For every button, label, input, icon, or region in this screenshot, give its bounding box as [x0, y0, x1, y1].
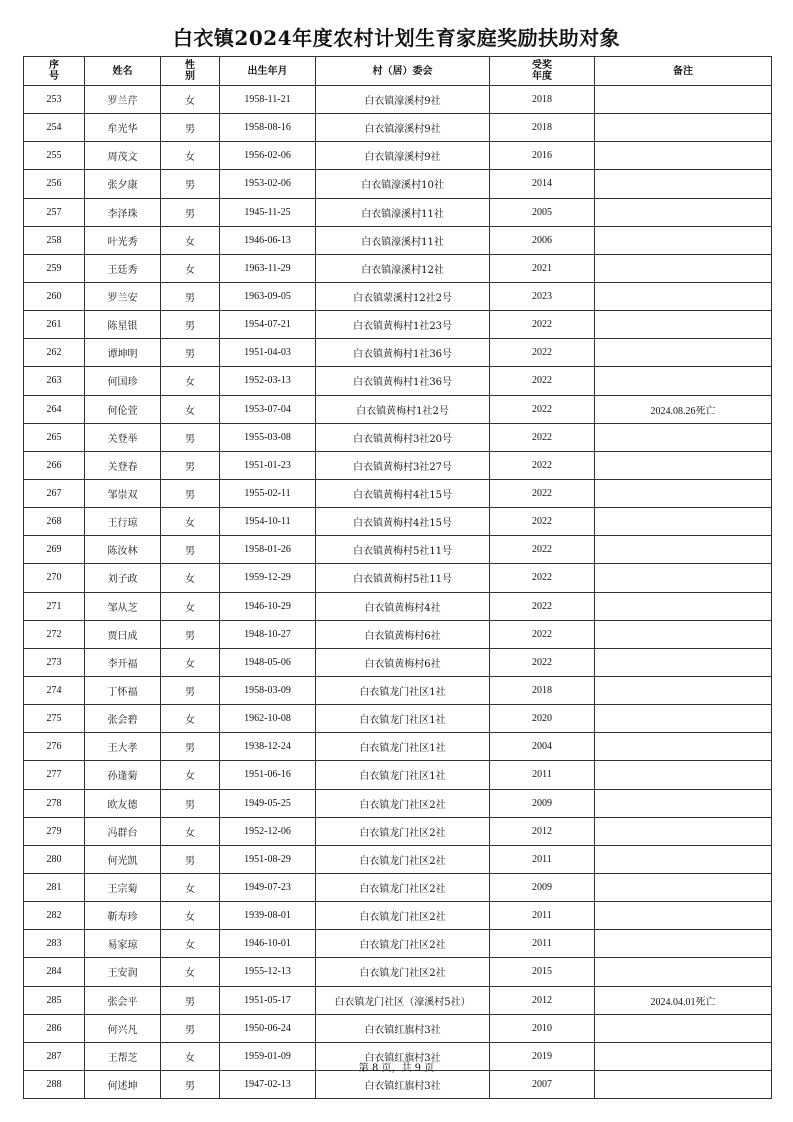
cell-remark: [595, 367, 772, 395]
cell-seq: 286: [24, 1014, 85, 1042]
cell-year: 2014: [490, 170, 595, 198]
cell-gender: 女: [161, 1042, 220, 1070]
cell-name: 何光凯: [85, 845, 161, 873]
cell-birth: 1938-12-24: [220, 733, 316, 761]
cell-seq: 255: [24, 142, 85, 170]
table-row: [24, 705, 772, 733]
cell-seq: 277: [24, 761, 85, 789]
cell-year: 2022: [490, 395, 595, 423]
cell-name: 李开福: [85, 648, 161, 676]
cell-village: 白衣镇黄梅村4社15号: [316, 508, 490, 536]
table-row: [24, 198, 772, 226]
cell-name: 孙逢菊: [85, 761, 161, 789]
header-name: 姓名: [85, 57, 161, 86]
cell-name: 罗兰芹: [85, 86, 161, 114]
cell-name: 关登春: [85, 451, 161, 479]
cell-seq: 285: [24, 986, 85, 1014]
cell-seq: 257: [24, 198, 85, 226]
table-row: [24, 170, 772, 198]
cell-remark: [595, 170, 772, 198]
header-remark: 备注: [595, 57, 772, 86]
cell-gender: 女: [161, 254, 220, 282]
cell-remark: [595, 705, 772, 733]
cell-remark: [595, 648, 772, 676]
cell-name: 丁怀福: [85, 676, 161, 704]
cell-gender: 女: [161, 873, 220, 901]
cell-name: 牟光华: [85, 114, 161, 142]
cell-birth: 1951-05-17: [220, 986, 316, 1014]
cell-year: 2020: [490, 705, 595, 733]
cell-year: 2022: [490, 451, 595, 479]
cell-birth: 1963-09-05: [220, 282, 316, 310]
cell-year: 2019: [490, 1042, 595, 1070]
cell-birth: 1946-10-01: [220, 930, 316, 958]
cell-year: 2009: [490, 873, 595, 901]
cell-year: 2011: [490, 902, 595, 930]
cell-birth: 1950-06-24: [220, 1014, 316, 1042]
cell-village: 白衣镇黄梅村4社: [316, 592, 490, 620]
cell-gender: 男: [161, 789, 220, 817]
cell-birth: 1954-07-21: [220, 311, 316, 339]
table-row: [24, 592, 772, 620]
cell-name: 贾曰成: [85, 620, 161, 648]
table-row: [24, 648, 772, 676]
cell-village: 白衣镇黄梅村3社20号: [316, 423, 490, 451]
cell-village: 白衣镇龙门社区2社: [316, 817, 490, 845]
cell-name: 王宗菊: [85, 873, 161, 901]
cell-birth: 1959-01-09: [220, 1042, 316, 1070]
cell-seq: 253: [24, 86, 85, 114]
cell-year: 2022: [490, 648, 595, 676]
cell-remark: [595, 142, 772, 170]
cell-seq: 278: [24, 789, 85, 817]
cell-name: 谭坤明: [85, 339, 161, 367]
cell-remark: [595, 479, 772, 507]
cell-year: 2015: [490, 958, 595, 986]
cell-birth: 1949-05-25: [220, 789, 316, 817]
table-row: [24, 789, 772, 817]
cell-year: 2012: [490, 986, 595, 1014]
cell-birth: 1952-12-06: [220, 817, 316, 845]
cell-name: 张夕康: [85, 170, 161, 198]
cell-village: 白衣镇蒙溪村12社2号: [316, 282, 490, 310]
cell-village: 白衣镇黄梅村3社27号: [316, 451, 490, 479]
cell-name: 王廷秀: [85, 254, 161, 282]
cell-year: 2006: [490, 226, 595, 254]
table-row: [24, 817, 772, 845]
cell-name: 关登举: [85, 423, 161, 451]
cell-year: 2012: [490, 817, 595, 845]
cell-year: 2004: [490, 733, 595, 761]
cell-gender: 女: [161, 958, 220, 986]
cell-birth: 1945-11-25: [220, 198, 316, 226]
cell-seq: 269: [24, 536, 85, 564]
cell-name: 王安润: [85, 958, 161, 986]
cell-remark: 2024.08.26死亡: [595, 395, 772, 423]
table-row: [24, 86, 772, 114]
cell-name: 张会平: [85, 986, 161, 1014]
cell-name: 何伦萱: [85, 395, 161, 423]
cell-seq: 271: [24, 592, 85, 620]
cell-village: 白衣镇濠溪村11社: [316, 198, 490, 226]
table-row: [24, 536, 772, 564]
cell-gender: 男: [161, 311, 220, 339]
cell-year: 2022: [490, 311, 595, 339]
cell-name: 邹崇双: [85, 479, 161, 507]
cell-village: 白衣镇龙门社区1社: [316, 761, 490, 789]
cell-birth: 1958-08-16: [220, 114, 316, 142]
cell-name: 王行琼: [85, 508, 161, 536]
cell-remark: [595, 1014, 772, 1042]
cell-birth: 1951-08-29: [220, 845, 316, 873]
cell-village: 白衣镇红旗村3社: [316, 1070, 490, 1098]
cell-village: 白衣镇黄梅村1社36号: [316, 367, 490, 395]
cell-seq: 254: [24, 114, 85, 142]
cell-remark: [595, 254, 772, 282]
cell-gender: 男: [161, 198, 220, 226]
cell-seq: 274: [24, 676, 85, 704]
cell-village: 白衣镇龙门社区（濠溪村5社）: [316, 986, 490, 1014]
cell-gender: 女: [161, 508, 220, 536]
cell-gender: 女: [161, 648, 220, 676]
table-row: [24, 930, 772, 958]
cell-seq: 270: [24, 564, 85, 592]
cell-village: 白衣镇濠溪村12社: [316, 254, 490, 282]
cell-remark: [595, 198, 772, 226]
cell-remark: [595, 789, 772, 817]
cell-village: 白衣镇龙门社区2社: [316, 873, 490, 901]
cell-name: 周茂文: [85, 142, 161, 170]
cell-name: 王大孝: [85, 733, 161, 761]
header-birth: 出生年月: [220, 57, 316, 86]
cell-seq: 256: [24, 170, 85, 198]
cell-birth: 1956-02-06: [220, 142, 316, 170]
cell-year: 2016: [490, 142, 595, 170]
cell-birth: 1951-01-23: [220, 451, 316, 479]
table-row: [24, 986, 772, 1014]
cell-birth: 1949-07-23: [220, 873, 316, 901]
cell-seq: 259: [24, 254, 85, 282]
cell-year: 2022: [490, 620, 595, 648]
cell-birth: 1946-10-29: [220, 592, 316, 620]
cell-village: 白衣镇龙门社区2社: [316, 930, 490, 958]
header-gender: 性 别: [161, 57, 220, 86]
cell-seq: 279: [24, 817, 85, 845]
table-row: [24, 564, 772, 592]
header-village: 村（居）委会: [316, 57, 490, 86]
table-row: [24, 845, 772, 873]
table-header-row: [24, 57, 772, 86]
cell-birth: 1955-03-08: [220, 423, 316, 451]
table-row: [24, 620, 772, 648]
cell-remark: [595, 114, 772, 142]
cell-name: 欧友德: [85, 789, 161, 817]
cell-name: 易家琼: [85, 930, 161, 958]
cell-birth: 1939-08-01: [220, 902, 316, 930]
table-row: [24, 451, 772, 479]
cell-birth: 1954-10-11: [220, 508, 316, 536]
cell-remark: [595, 902, 772, 930]
cell-gender: 男: [161, 536, 220, 564]
cell-village: 白衣镇濠溪村9社: [316, 114, 490, 142]
table-row: [24, 395, 772, 423]
table-row: [24, 282, 772, 310]
cell-birth: 1952-03-13: [220, 367, 316, 395]
cell-gender: 男: [161, 479, 220, 507]
cell-remark: [595, 1042, 772, 1070]
cell-name: 冯群台: [85, 817, 161, 845]
cell-seq: 276: [24, 733, 85, 761]
cell-birth: 1946-06-13: [220, 226, 316, 254]
cell-year: 2010: [490, 1014, 595, 1042]
cell-remark: [595, 592, 772, 620]
cell-remark: [595, 226, 772, 254]
cell-remark: [595, 676, 772, 704]
cell-name: 邹从芝: [85, 592, 161, 620]
cell-village: 白衣镇红旗村3社: [316, 1014, 490, 1042]
cell-seq: 264: [24, 395, 85, 423]
cell-gender: 女: [161, 395, 220, 423]
cell-seq: 280: [24, 845, 85, 873]
cell-birth: 1951-06-16: [220, 761, 316, 789]
cell-year: 2022: [490, 479, 595, 507]
cell-remark: [595, 536, 772, 564]
cell-year: 2018: [490, 86, 595, 114]
cell-remark: [595, 733, 772, 761]
table-row: [24, 311, 772, 339]
cell-village: 白衣镇濠溪村10社: [316, 170, 490, 198]
cell-village: 白衣镇黄梅村1社36号: [316, 339, 490, 367]
cell-name: 罗兰安: [85, 282, 161, 310]
cell-remark: [595, 339, 772, 367]
cell-birth: 1955-02-11: [220, 479, 316, 507]
table-row: [24, 958, 772, 986]
cell-name: 叶光秀: [85, 226, 161, 254]
table-row: [24, 1070, 772, 1098]
cell-village: 白衣镇黄梅村5社11号: [316, 564, 490, 592]
cell-birth: 1947-02-13: [220, 1070, 316, 1098]
cell-year: 2018: [490, 676, 595, 704]
cell-village: 白衣镇龙门社区1社: [316, 733, 490, 761]
cell-seq: 265: [24, 423, 85, 451]
cell-village: 白衣镇龙门社区2社: [316, 958, 490, 986]
cell-seq: 266: [24, 451, 85, 479]
cell-seq: 273: [24, 648, 85, 676]
cell-name: 陈汝林: [85, 536, 161, 564]
cell-birth: 1958-11-21: [220, 86, 316, 114]
cell-year: 2022: [490, 564, 595, 592]
cell-gender: 男: [161, 451, 220, 479]
cell-gender: 男: [161, 170, 220, 198]
cell-remark: [595, 451, 772, 479]
cell-remark: [595, 423, 772, 451]
cell-birth: 1958-01-26: [220, 536, 316, 564]
cell-village: 白衣镇濠溪村9社: [316, 142, 490, 170]
cell-village: 白衣镇黄梅村4社15号: [316, 479, 490, 507]
table-row: [24, 873, 772, 901]
cell-gender: 女: [161, 564, 220, 592]
cell-name: 何国珍: [85, 367, 161, 395]
cell-year: 2011: [490, 930, 595, 958]
cell-remark: [595, 1070, 772, 1098]
cell-seq: 283: [24, 930, 85, 958]
cell-gender: 女: [161, 142, 220, 170]
cell-gender: 女: [161, 817, 220, 845]
table-row: [24, 902, 772, 930]
cell-gender: 女: [161, 930, 220, 958]
cell-year: 2005: [490, 198, 595, 226]
cell-village: 白衣镇黄梅村1社2号: [316, 395, 490, 423]
cell-gender: 男: [161, 1070, 220, 1098]
beneficiary-table: [23, 56, 772, 1099]
cell-gender: 男: [161, 845, 220, 873]
cell-year: 2007: [490, 1070, 595, 1098]
cell-remark: [595, 311, 772, 339]
cell-year: 2022: [490, 592, 595, 620]
page-footer: 第 8 页，共 9 页: [358, 1063, 435, 1074]
cell-birth: 1959-12-29: [220, 564, 316, 592]
table-row: [24, 676, 772, 704]
cell-village: 白衣镇黄梅村5社11号: [316, 536, 490, 564]
cell-seq: 262: [24, 339, 85, 367]
table-row: [24, 114, 772, 142]
cell-remark: 2024.04.01死亡: [595, 986, 772, 1014]
cell-seq: 268: [24, 508, 85, 536]
table-row: [24, 423, 772, 451]
cell-birth: 1963-11-29: [220, 254, 316, 282]
cell-year: 2009: [490, 789, 595, 817]
cell-year: 2021: [490, 254, 595, 282]
cell-name: 张会碧: [85, 705, 161, 733]
cell-village: 白衣镇黄梅村1社23号: [316, 311, 490, 339]
cell-gender: 女: [161, 761, 220, 789]
cell-seq: 288: [24, 1070, 85, 1098]
cell-name: 李泽珠: [85, 198, 161, 226]
header-seq: 序 号: [24, 57, 85, 86]
table-row: [24, 479, 772, 507]
cell-seq: 267: [24, 479, 85, 507]
cell-year: 2011: [490, 845, 595, 873]
table-row: [24, 226, 772, 254]
cell-village: 白衣镇黄梅村6社: [316, 648, 490, 676]
cell-year: 2018: [490, 114, 595, 142]
cell-gender: 女: [161, 226, 220, 254]
cell-gender: 男: [161, 620, 220, 648]
cell-gender: 男: [161, 282, 220, 310]
cell-gender: 男: [161, 339, 220, 367]
cell-gender: 女: [161, 592, 220, 620]
table-row: [24, 254, 772, 282]
cell-seq: 282: [24, 902, 85, 930]
table-row: [24, 142, 772, 170]
cell-year: 2023: [490, 282, 595, 310]
cell-gender: 男: [161, 423, 220, 451]
header-year: 受奖 年度: [490, 57, 595, 86]
cell-remark: [595, 873, 772, 901]
cell-name: 靳寿珍: [85, 902, 161, 930]
cell-name: 王帮芝: [85, 1042, 161, 1070]
cell-seq: 272: [24, 620, 85, 648]
cell-seq: 261: [24, 311, 85, 339]
cell-birth: 1951-04-03: [220, 339, 316, 367]
cell-name: 刘子政: [85, 564, 161, 592]
cell-remark: [595, 282, 772, 310]
cell-remark: [595, 86, 772, 114]
cell-birth: 1948-05-06: [220, 648, 316, 676]
cell-birth: 1962-10-08: [220, 705, 316, 733]
cell-birth: 1955-12-13: [220, 958, 316, 986]
cell-village: 白衣镇龙门社区2社: [316, 845, 490, 873]
cell-year: 2022: [490, 536, 595, 564]
page-title: 白衣镇2024年度农村计划生育家庭奖励扶助对象: [172, 26, 621, 50]
cell-gender: 女: [161, 86, 220, 114]
cell-gender: 女: [161, 367, 220, 395]
cell-birth: 1958-03-09: [220, 676, 316, 704]
cell-name: 陈星银: [85, 311, 161, 339]
cell-seq: 260: [24, 282, 85, 310]
cell-year: 2011: [490, 761, 595, 789]
cell-village: 白衣镇龙门社区1社: [316, 676, 490, 704]
cell-birth: 1953-02-06: [220, 170, 316, 198]
cell-village: 白衣镇龙门社区1社: [316, 705, 490, 733]
cell-seq: 281: [24, 873, 85, 901]
cell-remark: [595, 620, 772, 648]
cell-village: 白衣镇濠溪村9社: [316, 86, 490, 114]
cell-gender: 男: [161, 986, 220, 1014]
cell-gender: 男: [161, 1014, 220, 1042]
cell-name: 何述坤: [85, 1070, 161, 1098]
cell-name: 何兴凡: [85, 1014, 161, 1042]
cell-remark: [595, 508, 772, 536]
cell-year: 2022: [490, 367, 595, 395]
cell-birth: 1953-07-04: [220, 395, 316, 423]
table-row: [24, 1042, 772, 1070]
cell-remark: [595, 761, 772, 789]
cell-remark: [595, 930, 772, 958]
cell-remark: [595, 564, 772, 592]
cell-village: 白衣镇濠溪村11社: [316, 226, 490, 254]
table-row: [24, 508, 772, 536]
cell-seq: 258: [24, 226, 85, 254]
cell-year: 2022: [490, 423, 595, 451]
cell-remark: [595, 958, 772, 986]
cell-remark: [595, 817, 772, 845]
table-row: [24, 761, 772, 789]
cell-village: 白衣镇黄梅村6社: [316, 620, 490, 648]
cell-birth: 1948-10-27: [220, 620, 316, 648]
table-row: [24, 367, 772, 395]
cell-seq: 275: [24, 705, 85, 733]
cell-village: 白衣镇龙门社区2社: [316, 902, 490, 930]
cell-gender: 男: [161, 114, 220, 142]
cell-seq: 287: [24, 1042, 85, 1070]
table-row: [24, 339, 772, 367]
cell-gender: 女: [161, 902, 220, 930]
cell-year: 2022: [490, 339, 595, 367]
cell-remark: [595, 845, 772, 873]
cell-gender: 男: [161, 733, 220, 761]
cell-gender: 男: [161, 676, 220, 704]
table-row: [24, 1014, 772, 1042]
cell-village: 白衣镇红旗村3社: [316, 1042, 490, 1070]
cell-seq: 263: [24, 367, 85, 395]
table-row: [24, 733, 772, 761]
cell-gender: 女: [161, 705, 220, 733]
cell-year: 2022: [490, 508, 595, 536]
cell-seq: 284: [24, 958, 85, 986]
cell-village: 白衣镇龙门社区2社: [316, 789, 490, 817]
